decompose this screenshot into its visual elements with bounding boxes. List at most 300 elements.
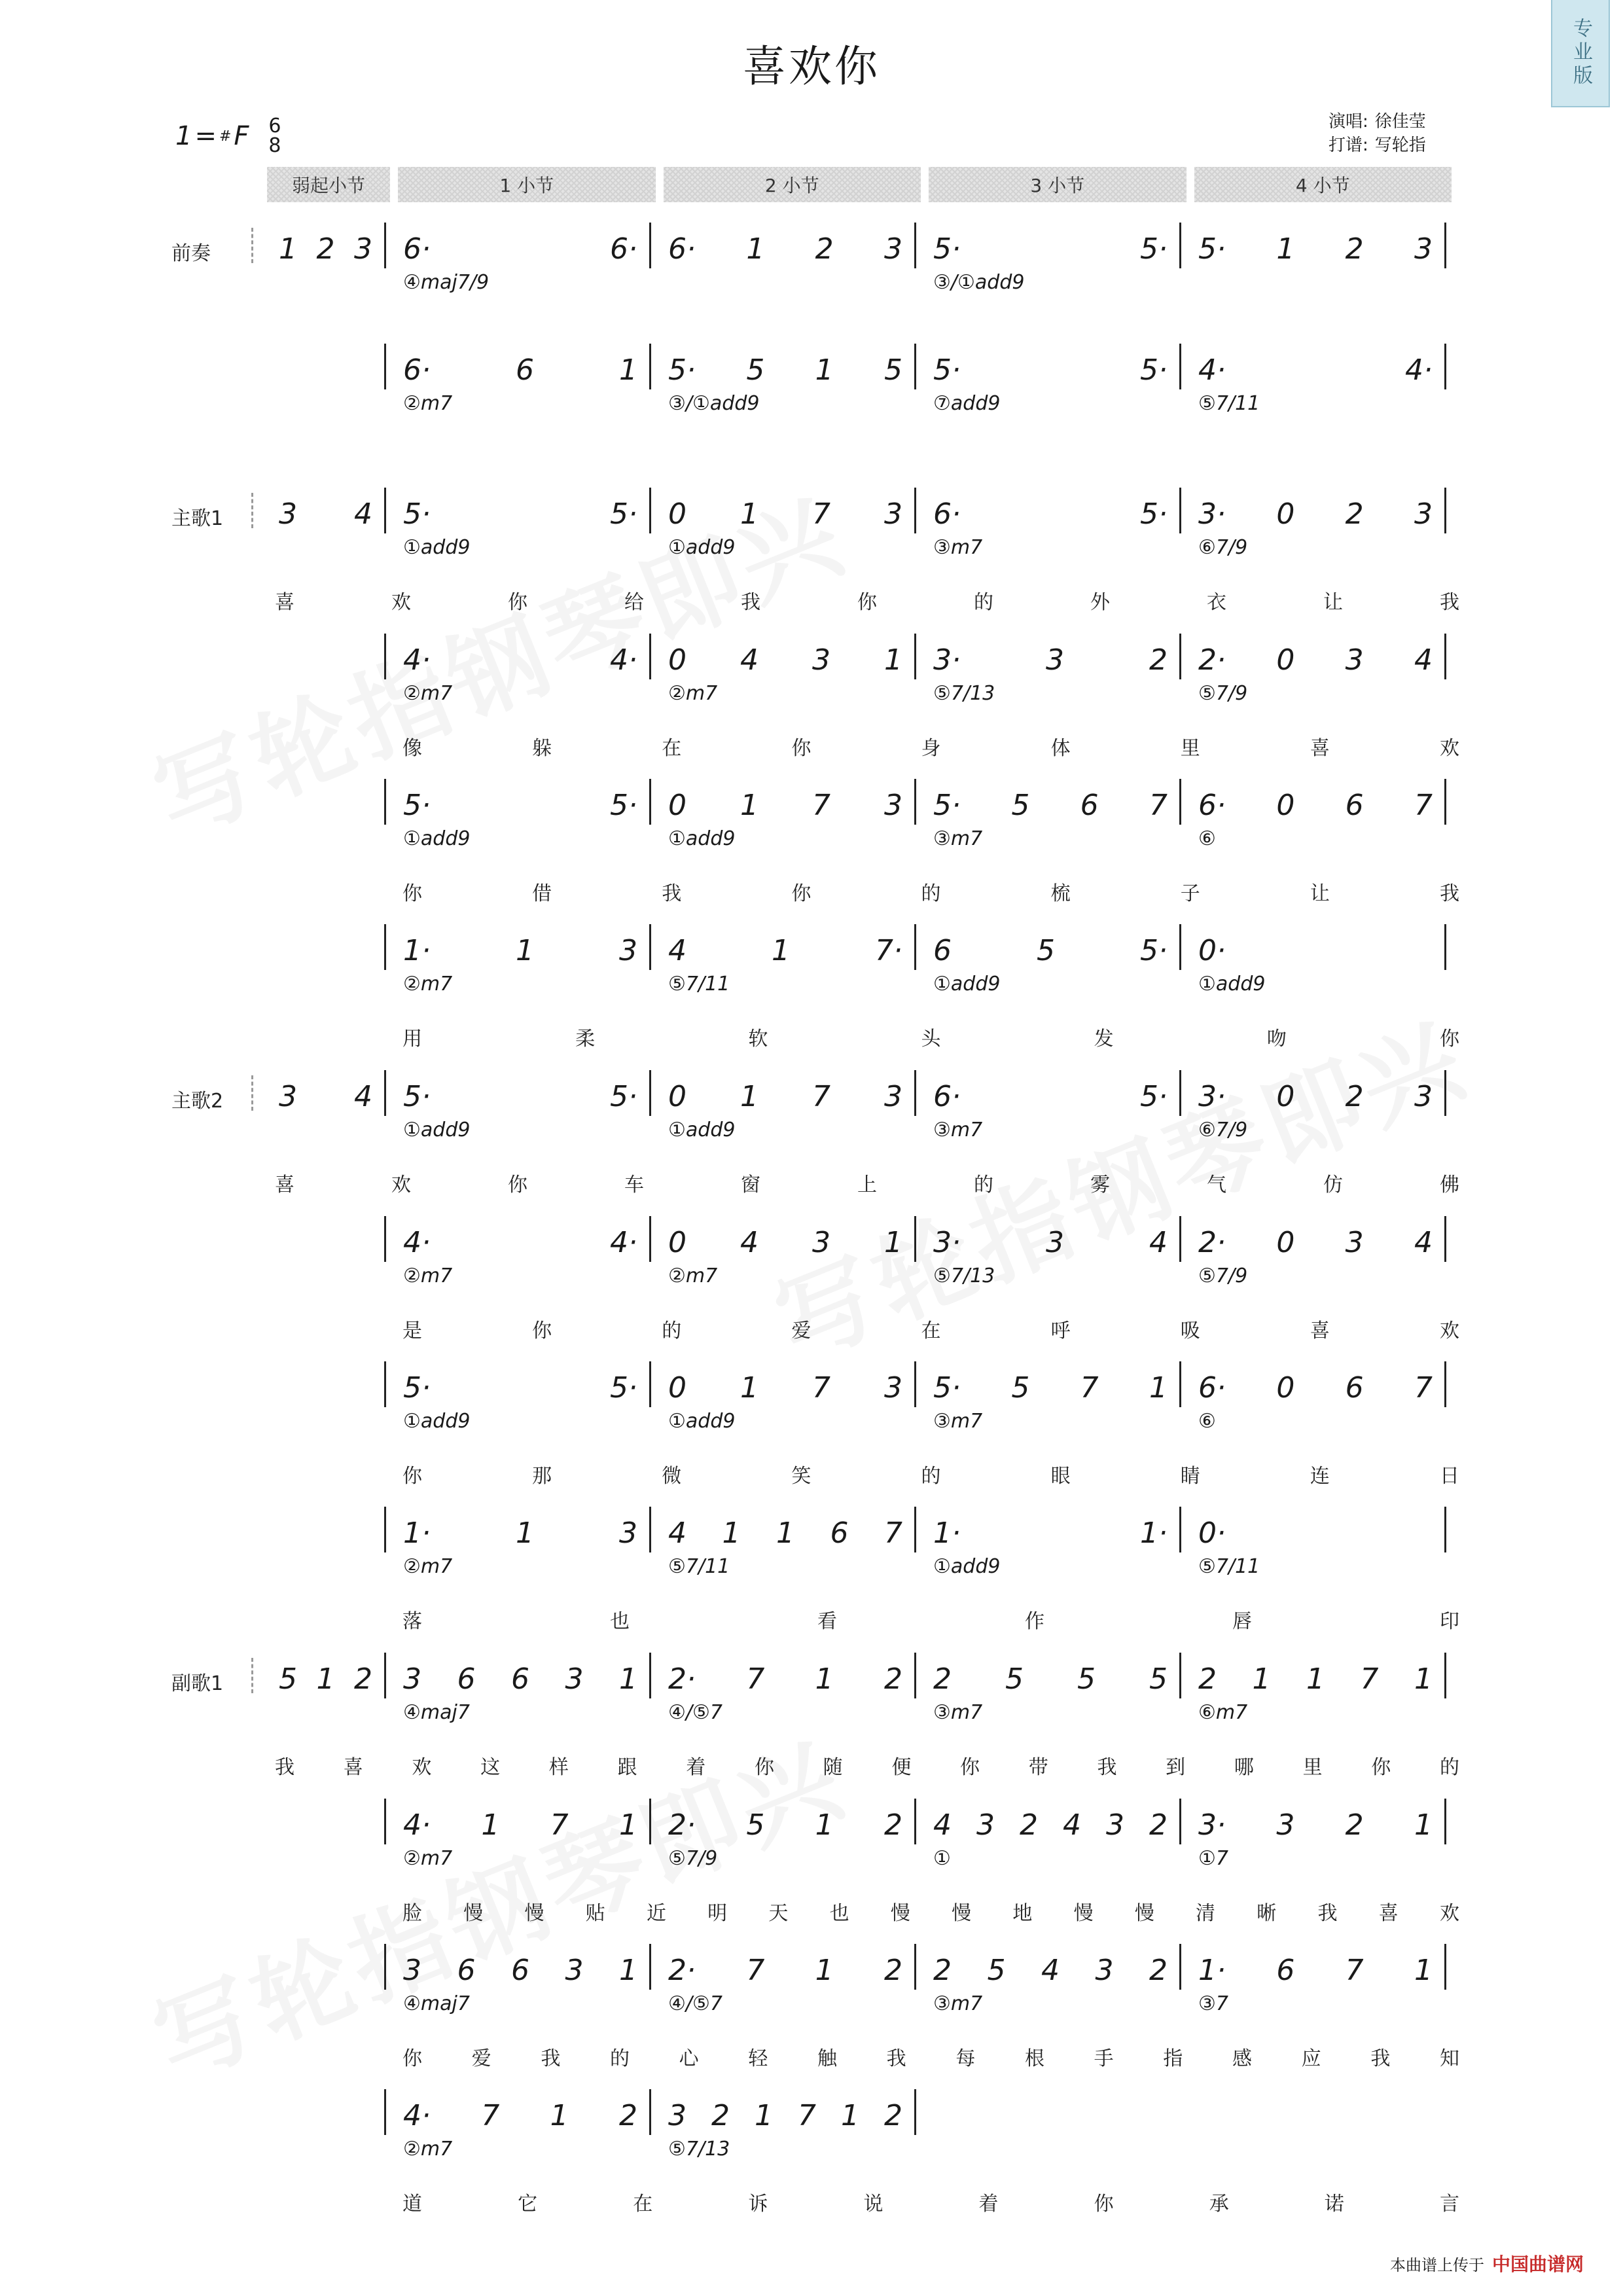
note: 3: [883, 232, 902, 266]
measure: [386, 634, 651, 679]
measure: [651, 1361, 916, 1407]
lyric-char: 清: [1196, 1902, 1216, 1925]
note: 1: [776, 1516, 794, 1550]
note: 7: [812, 497, 830, 531]
chord-symbol: ⑤7/11: [668, 973, 730, 996]
score-system: [262, 2089, 1459, 2227]
pickup-measure: [262, 344, 386, 389]
note: 7: [812, 1371, 830, 1405]
note: 7: [812, 789, 830, 822]
chord-symbol: ⑦add9: [933, 392, 1001, 415]
lyric-char: 我: [662, 882, 682, 905]
note: 3: [565, 1662, 584, 1696]
lyric-char: 睛: [1180, 1465, 1200, 1488]
lyric-char: 慢: [524, 1902, 544, 1925]
note: 3: [403, 1954, 421, 1987]
chord-symbol: [262, 271, 386, 297]
key-equals: =: [194, 121, 217, 151]
note: 6·: [933, 1080, 961, 1113]
note: 3: [884, 497, 902, 531]
measure: [916, 779, 1181, 825]
bar-header-3: 3 小节: [929, 167, 1186, 202]
lyric-char: 你: [508, 591, 527, 614]
lyric-char: 承: [1209, 2193, 1229, 2215]
measure: [651, 344, 916, 389]
lyric-char: 慢: [463, 1902, 484, 1925]
note: 4: [933, 1808, 952, 1842]
chord-symbol: ①add9: [403, 536, 471, 559]
lyric-char: 哪: [1234, 1756, 1254, 1779]
lyric-char: 气: [1207, 1174, 1226, 1196]
note: 1·: [1198, 1954, 1226, 1987]
section-label: 前奏: [171, 242, 211, 265]
note: 0: [1276, 789, 1295, 822]
note: 3·: [1198, 497, 1226, 531]
lyric-row: [262, 1460, 1459, 1486]
chord-symbol: ⑤7/11: [668, 1555, 730, 1578]
note: 1: [722, 1516, 741, 1550]
chord-symbol: [916, 2138, 1181, 2164]
chord-symbol: ③7: [1198, 1992, 1228, 2015]
note: 1: [1414, 1662, 1433, 1696]
lyric-char: 近: [646, 1902, 666, 1925]
note: 3: [884, 1080, 902, 1113]
measure: [651, 2089, 916, 2135]
chord-row: [262, 2138, 1459, 2164]
measure: [1181, 634, 1446, 679]
lyric-row: [262, 732, 1459, 758]
lyric-char: 明: [707, 1902, 728, 1925]
chord-symbol: ③/①add9: [668, 392, 760, 415]
lyric-char: 我: [1370, 2047, 1391, 2070]
note: 3: [354, 232, 372, 266]
note: 2: [354, 1662, 372, 1696]
note: 3: [1414, 497, 1433, 531]
lyric-char: 喜: [1310, 737, 1330, 760]
chord-symbol: ①add9: [933, 973, 1001, 996]
bar-header-1: 1 小节: [398, 167, 656, 202]
score-system: [262, 634, 1459, 771]
measure: [386, 1799, 651, 1844]
measure: [386, 1361, 651, 1407]
pickup-measure: [262, 2089, 386, 2135]
pickup-measure: [262, 223, 386, 268]
lyric-char: 轻: [748, 2047, 768, 2070]
pickup-measure: [262, 1653, 386, 1698]
chord-symbol: ④maj7: [403, 1992, 470, 2015]
measure: [916, 924, 1181, 970]
note: 6·: [1198, 1371, 1226, 1405]
lyric-char: 发: [1094, 1028, 1114, 1050]
note: 2: [1345, 1808, 1364, 1842]
measure: [1181, 924, 1446, 970]
lyric-char: 我: [1440, 882, 1459, 905]
chord-symbol: ④maj7: [403, 1701, 470, 1724]
note: 3: [812, 1226, 830, 1259]
note: 2: [815, 232, 834, 266]
note: 7·: [875, 934, 902, 967]
note: 1: [1414, 1954, 1433, 1987]
lyric-char: 子: [1180, 882, 1200, 905]
note: 0·: [1198, 934, 1226, 967]
chord-symbol: ①7: [1198, 1847, 1228, 1870]
note: 1: [1276, 232, 1295, 266]
note: 7: [746, 1954, 765, 1987]
note: 2·: [1198, 643, 1226, 677]
note: 1·: [933, 1516, 961, 1550]
note: 5: [1005, 1662, 1024, 1696]
note: 1: [515, 1516, 534, 1550]
chord-row: [262, 536, 1459, 562]
note: 0: [668, 1371, 687, 1405]
notes-row: [262, 1653, 1459, 1698]
note: 4·: [610, 1226, 637, 1259]
lyric-char: 的: [974, 1174, 993, 1196]
lyric-char: 我: [541, 2047, 561, 2070]
lyric-char: 爱: [471, 2047, 491, 2070]
chord-symbol: [262, 1119, 386, 1145]
chord-symbol: ③m7: [933, 536, 983, 559]
note: 4·: [403, 1226, 431, 1259]
chord-symbol: [262, 1265, 386, 1291]
note: 1: [1149, 1371, 1168, 1405]
note: 4: [1063, 1808, 1081, 1842]
note: 1: [550, 2099, 569, 2132]
note: 3: [976, 1808, 995, 1842]
chord-symbol: ①add9: [668, 1119, 736, 1141]
chord-row: [262, 392, 1459, 418]
lyric-char: 每: [955, 2047, 976, 2070]
measure: [916, 1799, 1181, 1844]
note: 5·: [933, 789, 961, 822]
measure: [651, 779, 916, 825]
note: 5: [1011, 789, 1030, 822]
lyric-char: 我: [1097, 1756, 1117, 1779]
note: 1: [740, 789, 758, 822]
chord-row: [262, 1847, 1459, 1873]
note: 7: [746, 1662, 765, 1696]
transcriber-name: 写轮指: [1374, 135, 1426, 155]
lyric-char: 你: [754, 1756, 774, 1779]
section-label: 主歌2: [171, 1090, 224, 1113]
lyric-row: [262, 1022, 1459, 1049]
note: 1: [746, 232, 765, 266]
singer-name: 徐佳莹: [1374, 112, 1426, 132]
lyric-char: 地: [1012, 1902, 1033, 1925]
lyric-row: [262, 1168, 1459, 1194]
note: 1: [1306, 1662, 1325, 1696]
note: 3: [884, 1371, 902, 1405]
lyric-char: 你: [402, 1465, 422, 1488]
lyric-char: 眼: [1050, 1465, 1071, 1488]
lyric-char: 雾: [1090, 1174, 1110, 1196]
lyric-char: 诉: [748, 2193, 768, 2215]
lyric-char: 给: [624, 591, 644, 614]
note: 7: [812, 1080, 830, 1113]
lyric-char: 的: [921, 882, 941, 905]
measure: [916, 344, 1181, 389]
score-system: [262, 1507, 1459, 1644]
lyric-char: 到: [1166, 1756, 1186, 1779]
lyric-char: 欢: [391, 591, 411, 614]
footer: [1390, 2250, 1584, 2276]
chord-symbol: ⑥: [1198, 1410, 1216, 1433]
lyric-char: 随: [823, 1756, 843, 1779]
note: 2: [1198, 1662, 1217, 1696]
note: 1: [619, 1662, 637, 1696]
lyric-char: 慢: [952, 1902, 972, 1925]
lyric-char: 的: [921, 1465, 941, 1488]
measure: [916, 223, 1181, 268]
lyric-char: 你: [532, 1319, 552, 1342]
note: 5·: [1198, 232, 1226, 266]
lyric-char: 佛: [1440, 1174, 1459, 1196]
note: 3: [1345, 643, 1364, 677]
score-system: [262, 779, 1459, 916]
score-system: [262, 1944, 1459, 2081]
note: 3·: [1198, 1080, 1226, 1113]
measure: [1181, 1507, 1446, 1552]
lyric-char: 也: [610, 1610, 630, 1633]
measure: [1181, 2089, 1446, 2135]
note: 5·: [1140, 1080, 1168, 1113]
score-system: [262, 1070, 1459, 1208]
chord-symbol: ⑤7/9: [668, 1847, 718, 1870]
chord-symbol: [262, 973, 386, 999]
chord-symbol: ④/⑤7: [668, 1701, 722, 1724]
note: 3: [565, 1954, 584, 1987]
lyric-char: 里: [1180, 737, 1200, 760]
note: 6: [1080, 789, 1099, 822]
note: 2: [933, 1662, 952, 1696]
note: 2·: [668, 1808, 696, 1842]
chord-symbol: [262, 2138, 386, 2164]
note: 6: [933, 934, 952, 967]
measure: [386, 1944, 651, 1990]
score-system: [262, 1653, 1459, 1790]
notes-row: [262, 634, 1459, 679]
note: 0: [668, 1080, 687, 1113]
chord-symbol: [1181, 271, 1446, 297]
note: 2: [618, 2099, 637, 2132]
note: 1: [884, 643, 902, 677]
note: 1: [740, 1080, 758, 1113]
lyric-char: 你: [1440, 1028, 1459, 1050]
note: 1: [619, 1954, 637, 1987]
note: 4: [1414, 1226, 1433, 1259]
chord-symbol: [651, 271, 916, 297]
note: 3: [1095, 1954, 1114, 1987]
chord-symbol: ②m7: [668, 1265, 718, 1287]
note: 7: [481, 2099, 500, 2132]
transcriber-label: 打谱:: [1329, 135, 1368, 155]
lyric-char: 跟: [617, 1756, 637, 1779]
notes-row: [262, 2089, 1459, 2135]
key-sharp: #: [219, 128, 232, 145]
lyric-char: 像: [402, 737, 422, 760]
note: 1: [884, 1226, 902, 1259]
time-signature: [268, 117, 281, 156]
pickup-measure: [262, 924, 386, 970]
meter-bottom: 8: [268, 134, 281, 157]
bar-header-pickup: 弱起小节: [267, 167, 390, 202]
lyric-char: 你: [1371, 1756, 1391, 1779]
note: 7: [550, 1808, 569, 1842]
chord-symbol: ⑤7/11: [1198, 392, 1260, 415]
score-system: [262, 344, 1459, 481]
note: 4·: [1198, 353, 1226, 387]
lyric-char: 日: [1440, 1465, 1459, 1488]
lyric-char: 慢: [1073, 1902, 1094, 1925]
lyric-row: [262, 586, 1459, 612]
note: 0: [1276, 1371, 1295, 1405]
lyric-char: 着: [686, 1756, 706, 1779]
lyric-char: 唇: [1232, 1610, 1252, 1633]
lyric-char: 让: [1323, 591, 1343, 614]
measure: [1181, 488, 1446, 533]
measure: [651, 223, 916, 268]
lyric-char: 晰: [1257, 1902, 1277, 1925]
note: 3·: [1198, 1808, 1226, 1842]
notes-row: [262, 1507, 1459, 1552]
note: 3: [1414, 232, 1433, 266]
lyric-char: 我: [275, 1756, 294, 1779]
note: 4·: [403, 643, 431, 677]
lyric-char: 的: [610, 2047, 630, 2070]
note: 3: [1345, 1226, 1364, 1259]
note: 1·: [1140, 1516, 1168, 1550]
note: 1: [618, 1808, 637, 1842]
note: 2: [883, 1954, 902, 1987]
lyric-char: 笑: [791, 1465, 812, 1488]
lyric-char: 欢: [1440, 1902, 1459, 1925]
chord-symbol: [262, 827, 386, 853]
lyric-char: 便: [891, 1756, 912, 1779]
lyric-char: 在: [633, 2193, 653, 2215]
lyric-char: 你: [791, 737, 812, 760]
lyric-char: 的: [662, 1319, 682, 1342]
lyric-char: 慢: [890, 1902, 910, 1925]
lyric-char: 连: [1310, 1465, 1330, 1488]
note: 4·: [610, 643, 637, 677]
lyric-char: 吻: [1266, 1028, 1287, 1050]
note: 3: [1045, 643, 1064, 677]
measure: [386, 1507, 651, 1552]
lyric-char: 着: [978, 2193, 999, 2215]
pickup-measure: [262, 634, 386, 679]
key-name: F: [234, 121, 249, 151]
note: 6·: [403, 353, 431, 387]
measure: [916, 2089, 1181, 2135]
lyric-char: 头: [921, 1028, 941, 1050]
chord-row: [262, 271, 1459, 297]
note: 7: [1414, 789, 1433, 822]
lyric-char: 在: [921, 1319, 941, 1342]
section-label: 主歌1: [171, 507, 224, 530]
chord-symbol: ⑥7/9: [1198, 536, 1248, 559]
note: 6: [1345, 1371, 1364, 1405]
note: 5·: [933, 1371, 961, 1405]
note: 0: [1276, 1080, 1295, 1113]
measure: [386, 488, 651, 533]
measure: [651, 924, 916, 970]
measure: [916, 1070, 1181, 1116]
key-signature: [175, 117, 281, 156]
lyric-char: 道: [402, 2193, 422, 2215]
measure: [916, 1361, 1181, 1407]
bar-header-4: 4 小节: [1194, 167, 1452, 202]
lyric-char: 应: [1301, 2047, 1321, 2070]
note: 6·: [610, 232, 637, 266]
note: 4: [354, 497, 372, 531]
note: 4: [668, 934, 687, 967]
lyric-char: 窗: [741, 1174, 760, 1196]
note: 5: [1149, 1662, 1168, 1696]
chord-symbol: ⑤7/9: [1198, 1265, 1248, 1287]
measure: [916, 1653, 1181, 1698]
lyric-char: 也: [829, 1902, 849, 1925]
note: 0: [1276, 1226, 1295, 1259]
note: 4: [740, 643, 758, 677]
chord-symbol: ①: [933, 1847, 951, 1870]
pickup-measure: [262, 1799, 386, 1844]
measure: [1181, 1944, 1446, 1990]
measure: [386, 2089, 651, 2135]
lyric-char: 微: [662, 1465, 682, 1488]
measure: [386, 924, 651, 970]
lyric-char: 你: [1094, 2193, 1114, 2215]
note: 5: [987, 1954, 1006, 1987]
note: 3: [279, 1080, 297, 1113]
note: 6: [1276, 1954, 1295, 1987]
chord-symbol: ⑤7/13: [668, 2138, 730, 2161]
lyric-char: 落: [402, 1610, 422, 1633]
measure: [386, 779, 651, 825]
note: 3: [884, 789, 902, 822]
measure: [651, 1653, 916, 1698]
note: 4·: [403, 2099, 431, 2132]
note: 1: [1414, 1808, 1433, 1842]
note: 2: [1345, 1080, 1364, 1113]
measure: [1181, 344, 1446, 389]
pickup-measure: [262, 1507, 386, 1552]
measure: [386, 1653, 651, 1698]
note: 5·: [403, 1080, 431, 1113]
note: 3: [279, 497, 297, 531]
note: 7: [1360, 1662, 1379, 1696]
site-logo[interactable]: 中国曲谱网: [1491, 2253, 1584, 2275]
measure: [916, 1216, 1181, 1262]
lyric-char: 手: [1094, 2047, 1114, 2070]
lyric-char: 那: [532, 1465, 552, 1488]
note: 2: [883, 1808, 902, 1842]
note: 5·: [1140, 934, 1168, 967]
pickup-measure: [262, 1216, 386, 1262]
lyric-char: 言: [1440, 2193, 1459, 2215]
note: 2: [1020, 1808, 1038, 1842]
chord-symbol: [262, 392, 386, 418]
chord-symbol: ②m7: [403, 1555, 453, 1578]
notes-row: [262, 223, 1459, 268]
chord-row: [262, 682, 1459, 708]
lyric-row: [262, 877, 1459, 903]
chord-symbol: [262, 1847, 386, 1873]
note: 0: [1276, 643, 1295, 677]
note: 2: [1345, 232, 1364, 266]
note: 5: [746, 1808, 765, 1842]
lyric-row: [262, 1897, 1459, 1923]
note: 5·: [1140, 497, 1168, 531]
